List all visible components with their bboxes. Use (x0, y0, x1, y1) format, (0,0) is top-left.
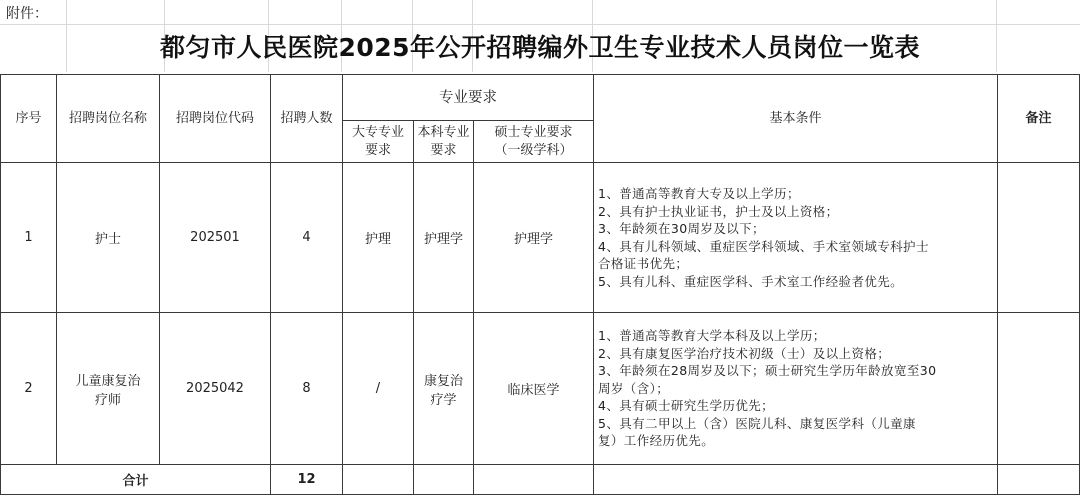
cell-count: 8 (271, 313, 343, 465)
header-count: 招聘人数 (271, 75, 343, 163)
condition-line: 1、普通高等教育大专及以上学历； (598, 186, 800, 201)
total-row (1, 465, 1080, 495)
condition-line: 2、具有护士执业证书，护士及以上资格； (598, 203, 839, 219)
cell-undergraduate: 护理学 (414, 163, 474, 313)
cell-post-code: 202501 (160, 163, 271, 313)
cell-seq: 1 (1, 163, 57, 313)
cell-master: 护理学 (474, 163, 594, 313)
total-label: 合计 (1, 465, 271, 495)
page-title: 都匀市人民医院2025年公开招聘编外卫生专业技术人员岗位一览表 (159, 33, 921, 62)
header-post-name: 招聘岗位名称 (57, 75, 160, 163)
cell-remarks (998, 163, 1080, 313)
cell-conditions (594, 313, 998, 465)
header-remarks: 备注 (998, 75, 1080, 163)
cell-post-name: 儿童康复治疗师 (57, 313, 160, 465)
cell-conditions (594, 163, 998, 313)
total-count: 12 (271, 465, 343, 495)
condition-line: 合格证书优先； (598, 256, 689, 271)
cell-junior-college: 护理 (343, 163, 414, 313)
total-empty-cell (474, 465, 594, 495)
cell-seq: 2 (1, 313, 57, 465)
condition-line: 复）工作经历优先。 (598, 433, 715, 449)
condition-line: 4、具有儿科领域、重症医学科领域、手术室领域专科护士 (598, 238, 929, 254)
condition-line: 4、具有硕士研究生学历优先； (598, 398, 775, 414)
recruitment-table (0, 74, 1080, 495)
condition-line: 5、具有二甲以上（含）医院儿科、康复医学科（儿童康 (598, 415, 916, 431)
condition-line: 2、具有康复医学治疗技术初级（士）及以上资格； (598, 345, 891, 361)
attachment-label: 附件： (6, 6, 48, 22)
total-empty-cell (594, 465, 998, 495)
header-post-code: 招聘岗位代码 (160, 75, 271, 163)
cell-count: 4 (271, 163, 343, 313)
cell-post-name: 护士 (57, 163, 160, 313)
condition-line: 3、年龄须在28周岁及以下；硕士研究生学历年龄放宽至30 (598, 363, 937, 379)
cell-undergraduate: 康复治疗学 (414, 313, 474, 465)
cell-remarks (998, 313, 1080, 465)
table-row (1, 163, 1080, 313)
total-empty-cell (414, 465, 474, 495)
total-empty-cell (343, 465, 414, 495)
condition-line: 1、普通高等教育大学本科及以上学历； (598, 328, 826, 344)
condition-line: 3、年龄须在30周岁及以下； (598, 221, 765, 236)
total-empty-cell (998, 465, 1080, 495)
header-master: 硕士专业要求（一级学科） (474, 121, 594, 163)
cell-post-code: 2025042 (160, 313, 271, 465)
header-conditions: 基本条件 (594, 75, 998, 163)
condition-line: 周岁（含）； (598, 380, 670, 396)
header-seq: 序号 (1, 75, 57, 163)
grid-line (0, 24, 1080, 25)
condition-line: 5、具有儿科、重症医学科、手术室工作经验者优先。 (598, 273, 904, 289)
table-row (1, 313, 1080, 465)
cell-junior-college: / (343, 313, 414, 465)
cell-master: 临床医学 (474, 313, 594, 465)
header-undergraduate: 本科专业要求 (414, 121, 474, 163)
header-major-requirements: 专业要求 (343, 75, 594, 121)
header-junior-college: 大专专业要求 (343, 121, 414, 163)
